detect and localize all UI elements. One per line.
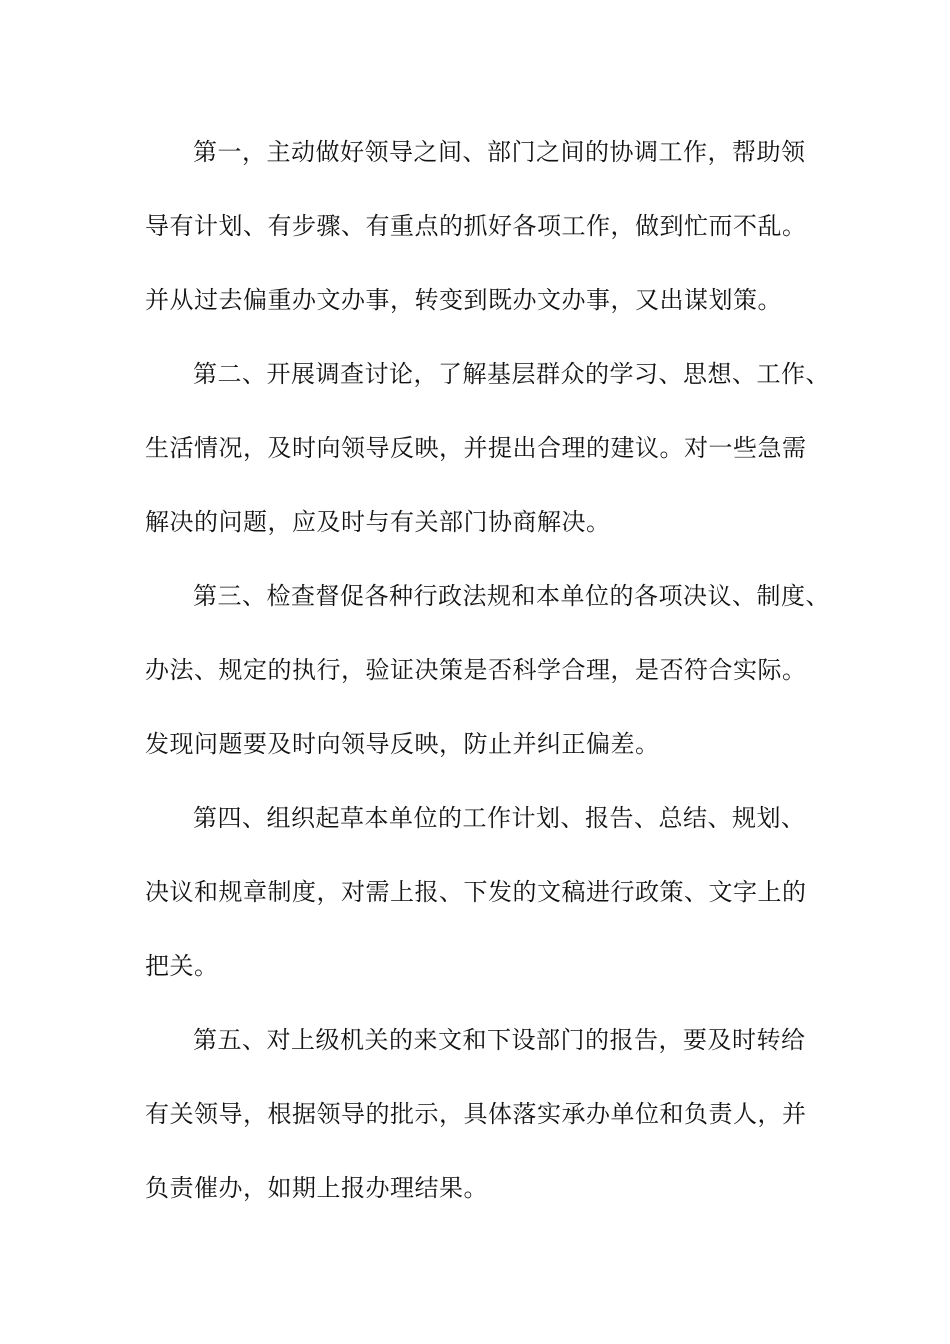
paragraph-2-line-1: 第二、开展调查讨论，了解基层群众的学习、思想、工作、 (193, 360, 830, 388)
paragraph-4-line-1: 第四、组织起草本单位的工作计划、报告、总结、规划、 (193, 804, 806, 832)
paragraph-1-line-2: 导有计划、有步骤、有重点的抓好各项工作，做到忙而不乱。 (145, 212, 807, 240)
paragraph-5-line-1: 第五、对上级机关的来文和下设部门的报告，要及时转给 (193, 1026, 806, 1054)
paragraph-3-line-1: 第三、检查督促各种行政法规和本单位的各项决议、制度、 (193, 582, 830, 610)
paragraph-4-line-2: 决议和规章制度，对需上报、下发的文稿进行政策、文字上的 (145, 878, 807, 906)
paragraph-1-line-1: 第一，主动做好领导之间、部门之间的协调工作，帮助领 (193, 138, 806, 166)
paragraph-5-line-3: 负责催办，如期上报办理结果。 (145, 1174, 488, 1202)
paragraph-3-line-3: 发现问题要及时向领导反映，防止并纠正偏差。 (145, 730, 660, 758)
paragraph-4-line-3: 把关。 (145, 952, 219, 980)
paragraph-2-line-3: 解决的问题，应及时与有关部门协商解决。 (145, 508, 611, 536)
paragraph-3-line-2: 办法、规定的执行，验证决策是否科学合理，是否符合实际。 (145, 656, 807, 684)
paragraph-5-line-2: 有关领导，根据领导的批示，具体落实承办单位和负责人，并 (145, 1100, 807, 1128)
paragraph-2-line-2: 生活情况，及时向领导反映，并提出合理的建议。对一些急需 (145, 434, 807, 462)
paragraph-1-line-3: 并从过去偏重办文办事，转变到既办文办事，又出谋划策。 (145, 286, 782, 314)
